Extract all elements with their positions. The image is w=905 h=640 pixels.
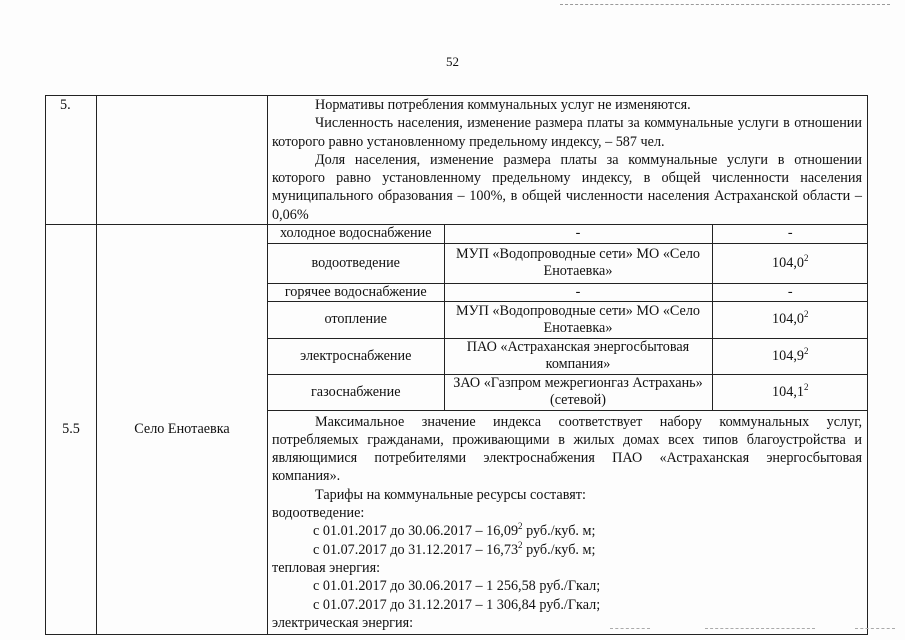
settlement-name: Село Енотаевка [97,225,268,635]
scan-artifact-bottom [705,628,815,630]
tariff-unit: руб./куб. м; [522,541,596,558]
tariff-unit: руб./куб. м; [522,523,596,540]
service-index [712,283,868,301]
service-row [268,283,868,301]
service-row [268,225,868,243]
row-name-empty [97,96,268,225]
tariff-text: с 01.01.2017 до 30.06.2017 – 16,09 [313,523,519,540]
index-value: - [787,283,793,300]
service-row [268,374,868,410]
service-index [712,243,868,283]
tariff-description [268,411,867,635]
service-name: электроснабжение [268,338,444,374]
service-provider: - [444,225,712,243]
tariff-line-heat-2: с 01.07.2017 до 31.12.2017 – 1 306,84 руб./Гкал; [313,596,601,613]
heading-heat: тепловая энергия: [272,559,381,576]
tariff-line-heat-1: с 01.01.2017 до 30.06.2017 – 1 256,58 руб./Гкал; [313,578,601,595]
paragraph-norms: Нормативы потребления коммунальных услуг не изменяются. [315,97,691,113]
row-text [268,96,868,225]
services-table [268,225,868,411]
service-provider: ЗАО «Газпром межрегионгаз Астрахань» (сетевой) [444,374,712,410]
footnote-mark: 2 [803,252,809,263]
service-name: отопление [268,301,444,338]
tariff-line-water-1 [272,522,862,540]
service-provider: - [444,283,712,301]
page-number: 52 [446,54,459,69]
footnote-mark: 2 [803,345,809,356]
paragraph-tariffs-intro: Тарифы на коммунальные ресурсы составят: [315,486,586,503]
service-row [268,243,868,283]
service-name: горячее водоснабжение [268,283,444,301]
service-provider: МУП «Водопроводные сети» МО «Село Енотаевка» [444,243,712,283]
service-index [712,301,868,338]
service-index [712,225,868,243]
tariff-text: с 01.07.2017 до 31.12.2017 – 16,73 [313,541,519,558]
service-name: газоснабжение [268,374,444,410]
paragraph-max-index: Максимальное значение индекса соответствует набору коммунальных услуг, потребляемых гражданами, проживающими в жилых домах всех типов благоустройства и являющимися потребителями электроснабжения ПАО «Астраханская энергосбытовая компания». [272,413,862,485]
table-row-5-5 [46,225,868,635]
row-number: 5.5 [46,225,97,635]
service-provider: МУП «Водопроводные сети» МО «Село Енотаевка» [444,301,712,338]
service-name: холодное водоснабжение [268,225,444,243]
index-value: 104,1 [772,383,804,400]
footnote-mark: 2 [803,381,809,392]
footnote-mark: 2 [518,521,523,532]
scan-artifact-top [560,4,890,7]
heading-electric: электрическая энергия: [272,614,414,631]
index-value: 104,0 [772,311,804,328]
scan-artifact-bottom [610,628,650,630]
service-index [712,338,868,374]
row-number: 5. [46,96,97,225]
index-value: 104,0 [772,254,804,271]
paragraph-population: Численность населения, изменение размера платы за коммунальные услуги в отношении которого равно установленному предельному индексу, – 587 чел. [272,115,862,150]
footnote-mark: 2 [518,539,523,550]
service-index [712,374,868,410]
table-row-continued [46,96,868,225]
tariff-line-water-2 [272,541,862,559]
row-content [268,225,868,635]
paragraph-share: Доля населения, изменение размера платы за коммунальные услуги в отношении которого равно установленному предельному индексу, в общей численности населения муниципального образования – 100%, в общей численности населения Астраханской области – 0,06% [272,151,862,223]
index-value: 104,9 [772,347,804,364]
tariff-table [45,95,868,635]
service-row [268,338,868,374]
service-name: водоотведение [268,243,444,283]
footnote-mark: 2 [803,309,809,320]
service-provider: ПАО «Астраханская энергосбытовая компания» [444,338,712,374]
heading-water: водоотведение: [272,505,365,522]
index-value: - [787,225,793,242]
scan-artifact-bottom [855,628,895,630]
service-row [268,301,868,338]
